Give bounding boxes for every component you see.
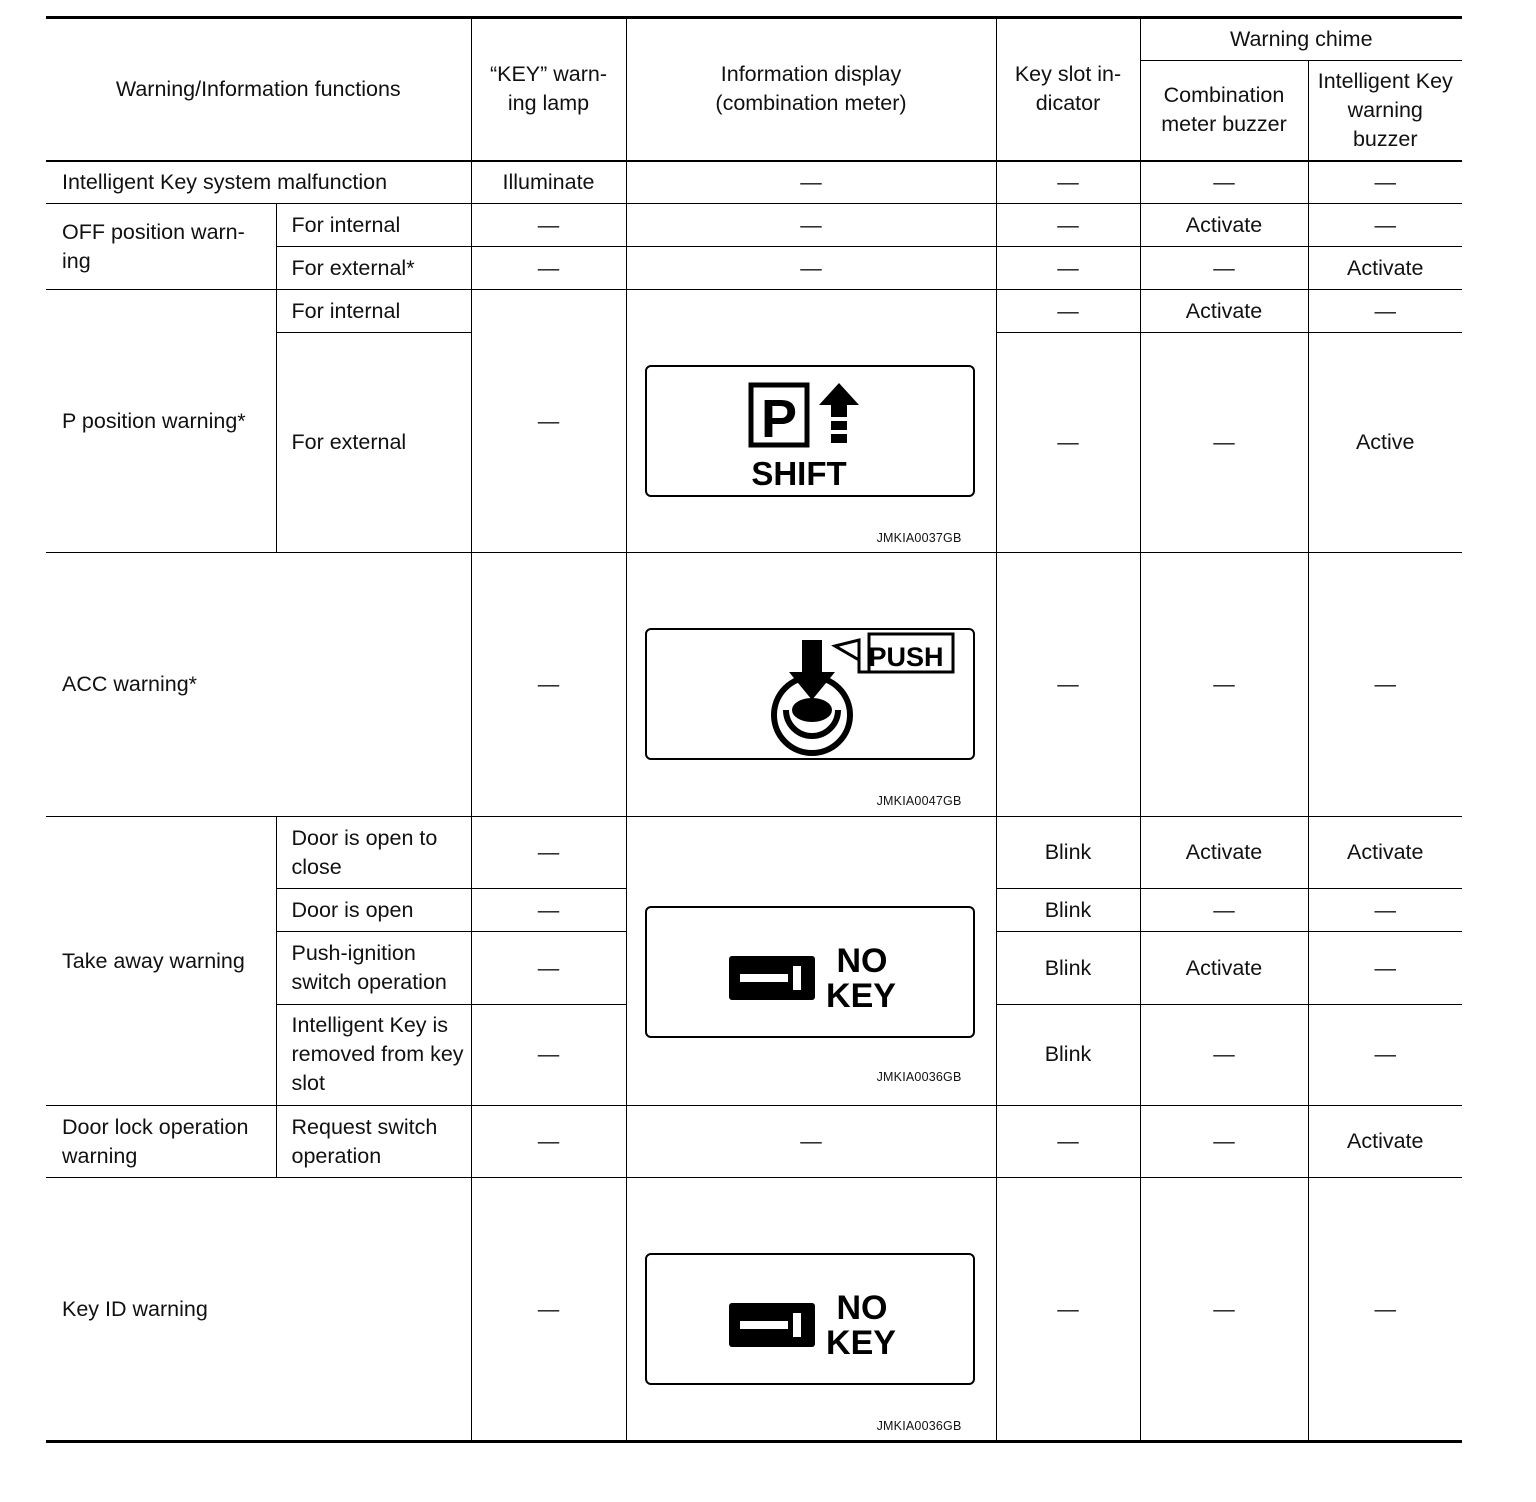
figure-code: JMKIA0047GB: [876, 794, 962, 808]
sub-name-take-away: Intelligent Key is removed from key slot: [276, 1004, 471, 1105]
table-row: [46, 161, 1462, 204]
cell-ikey: —: [1308, 204, 1462, 247]
cell-ikey: —: [1308, 161, 1462, 204]
cell-ikey: —: [1308, 553, 1462, 817]
header-info-display-label: Information display (combination meter): [715, 62, 907, 116]
header-key-lamp-label: “KEY” warn-ing lamp: [489, 62, 608, 116]
arrow-bar-1: [831, 421, 847, 430]
row-name-malfunction: Intelligent Key system malfunction: [46, 161, 471, 204]
cell-ikey: Active: [1308, 333, 1462, 553]
cell-slot: Blink: [996, 817, 1140, 889]
cell-display-push: [626, 553, 996, 817]
cell-ikey: —: [1308, 1178, 1462, 1442]
display-panel: [645, 628, 975, 760]
header-key-lamp: [471, 18, 626, 161]
button-top: [792, 698, 832, 722]
table-row: [46, 817, 1462, 889]
cell-combo: —: [1140, 1106, 1308, 1178]
arrow-bar-2: [831, 434, 847, 443]
cell-ikey: —: [1308, 290, 1462, 333]
cell-combo: —: [1140, 333, 1308, 553]
key-head-slot: [793, 966, 801, 990]
figure-code: JMKIA0037GB: [876, 531, 962, 545]
no-label: NO: [836, 942, 887, 980]
sub-name-off-external: For external*: [276, 247, 471, 290]
cell-combo: —: [1140, 1178, 1308, 1442]
header-combination-buzzer-label: Combination meter buzzer: [1161, 83, 1287, 137]
cell-display-no-key: [626, 1178, 996, 1442]
cell-slot: —: [996, 333, 1140, 553]
cell-slot: —: [996, 290, 1140, 333]
cell-combo: Activate: [1140, 817, 1308, 889]
cell-ikey: Activate: [1308, 817, 1462, 889]
row-name-take-away: Take away warning: [46, 817, 276, 1106]
header-functions-label: Warning/Information functions: [115, 76, 401, 101]
cell-ikey: —: [1308, 1004, 1462, 1105]
cell-lamp: —: [471, 290, 626, 553]
cell-display-p-shift: [626, 290, 996, 553]
sub-name-p-external: For external: [276, 333, 471, 553]
cell-lamp: —: [471, 1004, 626, 1105]
header-functions: [46, 18, 471, 161]
header-row-1: [46, 18, 1462, 61]
cell-lamp: —: [471, 247, 626, 290]
header-info-display: [626, 18, 996, 161]
sub-name-take-away: Door is open: [276, 889, 471, 932]
p-letter: P: [760, 389, 797, 449]
display-panel: [645, 1253, 975, 1385]
key-blade-slot: [740, 1321, 788, 1329]
table-row: [46, 290, 1462, 333]
row-name-key-id: Key ID warning: [46, 1178, 471, 1442]
cell-combo: —: [1140, 247, 1308, 290]
cell-combo: Activate: [1140, 932, 1308, 1004]
cell-slot: Blink: [996, 1004, 1140, 1105]
figure-code: JMKIA0036GB: [876, 1070, 962, 1084]
header-ikey-buzzer-label: Intelligent Key warning buzzer: [1317, 68, 1453, 151]
cell-lamp: —: [471, 889, 626, 932]
no-key-icon: [647, 908, 977, 1040]
no-label: NO: [836, 1289, 887, 1327]
header-key-slot: [996, 18, 1140, 161]
cell-slot: —: [996, 204, 1140, 247]
key-head-slot: [793, 1313, 801, 1337]
cell-slot: Blink: [996, 932, 1140, 1004]
key-label: KEY: [825, 977, 896, 1015]
header-combination-buzzer: [1140, 61, 1308, 161]
cell-slot: —: [996, 247, 1140, 290]
cell-lamp: —: [471, 817, 626, 889]
cell-combo: —: [1140, 553, 1308, 817]
no-key-icon: [647, 1255, 977, 1387]
cell-combo: —: [1140, 1004, 1308, 1105]
header-warning-chime-label: Warning chime: [1229, 27, 1373, 51]
cell-lamp: —: [471, 1178, 626, 1442]
row-name-door-lock: Door lock operation warning: [46, 1106, 276, 1178]
cell-ikey: —: [1308, 932, 1462, 1004]
cell-slot: —: [996, 1106, 1140, 1178]
row-name-acc: ACC warning*: [46, 553, 471, 817]
display-panel: [645, 365, 975, 497]
table-row: [46, 1178, 1462, 1442]
cell-display: —: [626, 247, 996, 290]
header-ikey-buzzer: [1308, 61, 1462, 161]
cell-ikey: —: [1308, 889, 1462, 932]
cell-lamp: —: [471, 553, 626, 817]
display-panel: [645, 906, 975, 1038]
table-row: [46, 204, 1462, 247]
sub-name-door-lock: Request switch operation: [276, 1106, 471, 1178]
cell-slot: —: [996, 553, 1140, 817]
cell-combo: —: [1140, 889, 1308, 932]
key-label: KEY: [825, 1324, 896, 1362]
cell-lamp: Illuminate: [471, 161, 626, 204]
figure-code: JMKIA0036GB: [876, 1419, 962, 1433]
cell-lamp: —: [471, 204, 626, 247]
sub-name-p-internal: For internal: [276, 290, 471, 333]
up-arrow-head: [819, 383, 859, 417]
cell-display: —: [626, 204, 996, 247]
cell-combo: —: [1140, 161, 1308, 204]
cell-ikey: Activate: [1308, 1106, 1462, 1178]
cell-lamp: —: [471, 1106, 626, 1178]
p-shift-icon: [647, 367, 977, 499]
table-row: [46, 553, 1462, 817]
cell-combo: Activate: [1140, 290, 1308, 333]
cell-slot: —: [996, 161, 1140, 204]
cell-ikey: Activate: [1308, 247, 1462, 290]
header-warning-chime: [1140, 18, 1462, 61]
cell-slot: —: [996, 1178, 1140, 1442]
row-name-off-position: OFF position warn-ing: [46, 204, 276, 290]
push-button-icon: [647, 630, 977, 762]
cell-display: —: [626, 1106, 996, 1178]
sub-name-off-internal: For internal: [276, 204, 471, 247]
push-label: PUSH: [867, 642, 944, 672]
cell-display-no-key: [626, 817, 996, 1106]
cell-combo: Activate: [1140, 204, 1308, 247]
warning-functions-table: [46, 16, 1462, 1443]
table-row: [46, 1106, 1462, 1178]
sub-name-take-away: Push-ignition switch operation: [276, 932, 471, 1004]
header-key-slot-label: Key slot in-dicator: [1014, 62, 1122, 116]
sub-name-take-away: Door is open to close: [276, 817, 471, 889]
key-blade-slot: [740, 974, 788, 982]
cell-display: —: [626, 161, 996, 204]
shift-label: SHIFT: [750, 455, 847, 492]
cell-slot: Blink: [996, 889, 1140, 932]
cell-lamp: —: [471, 932, 626, 1004]
row-name-p-position: P position warning*: [46, 290, 276, 553]
